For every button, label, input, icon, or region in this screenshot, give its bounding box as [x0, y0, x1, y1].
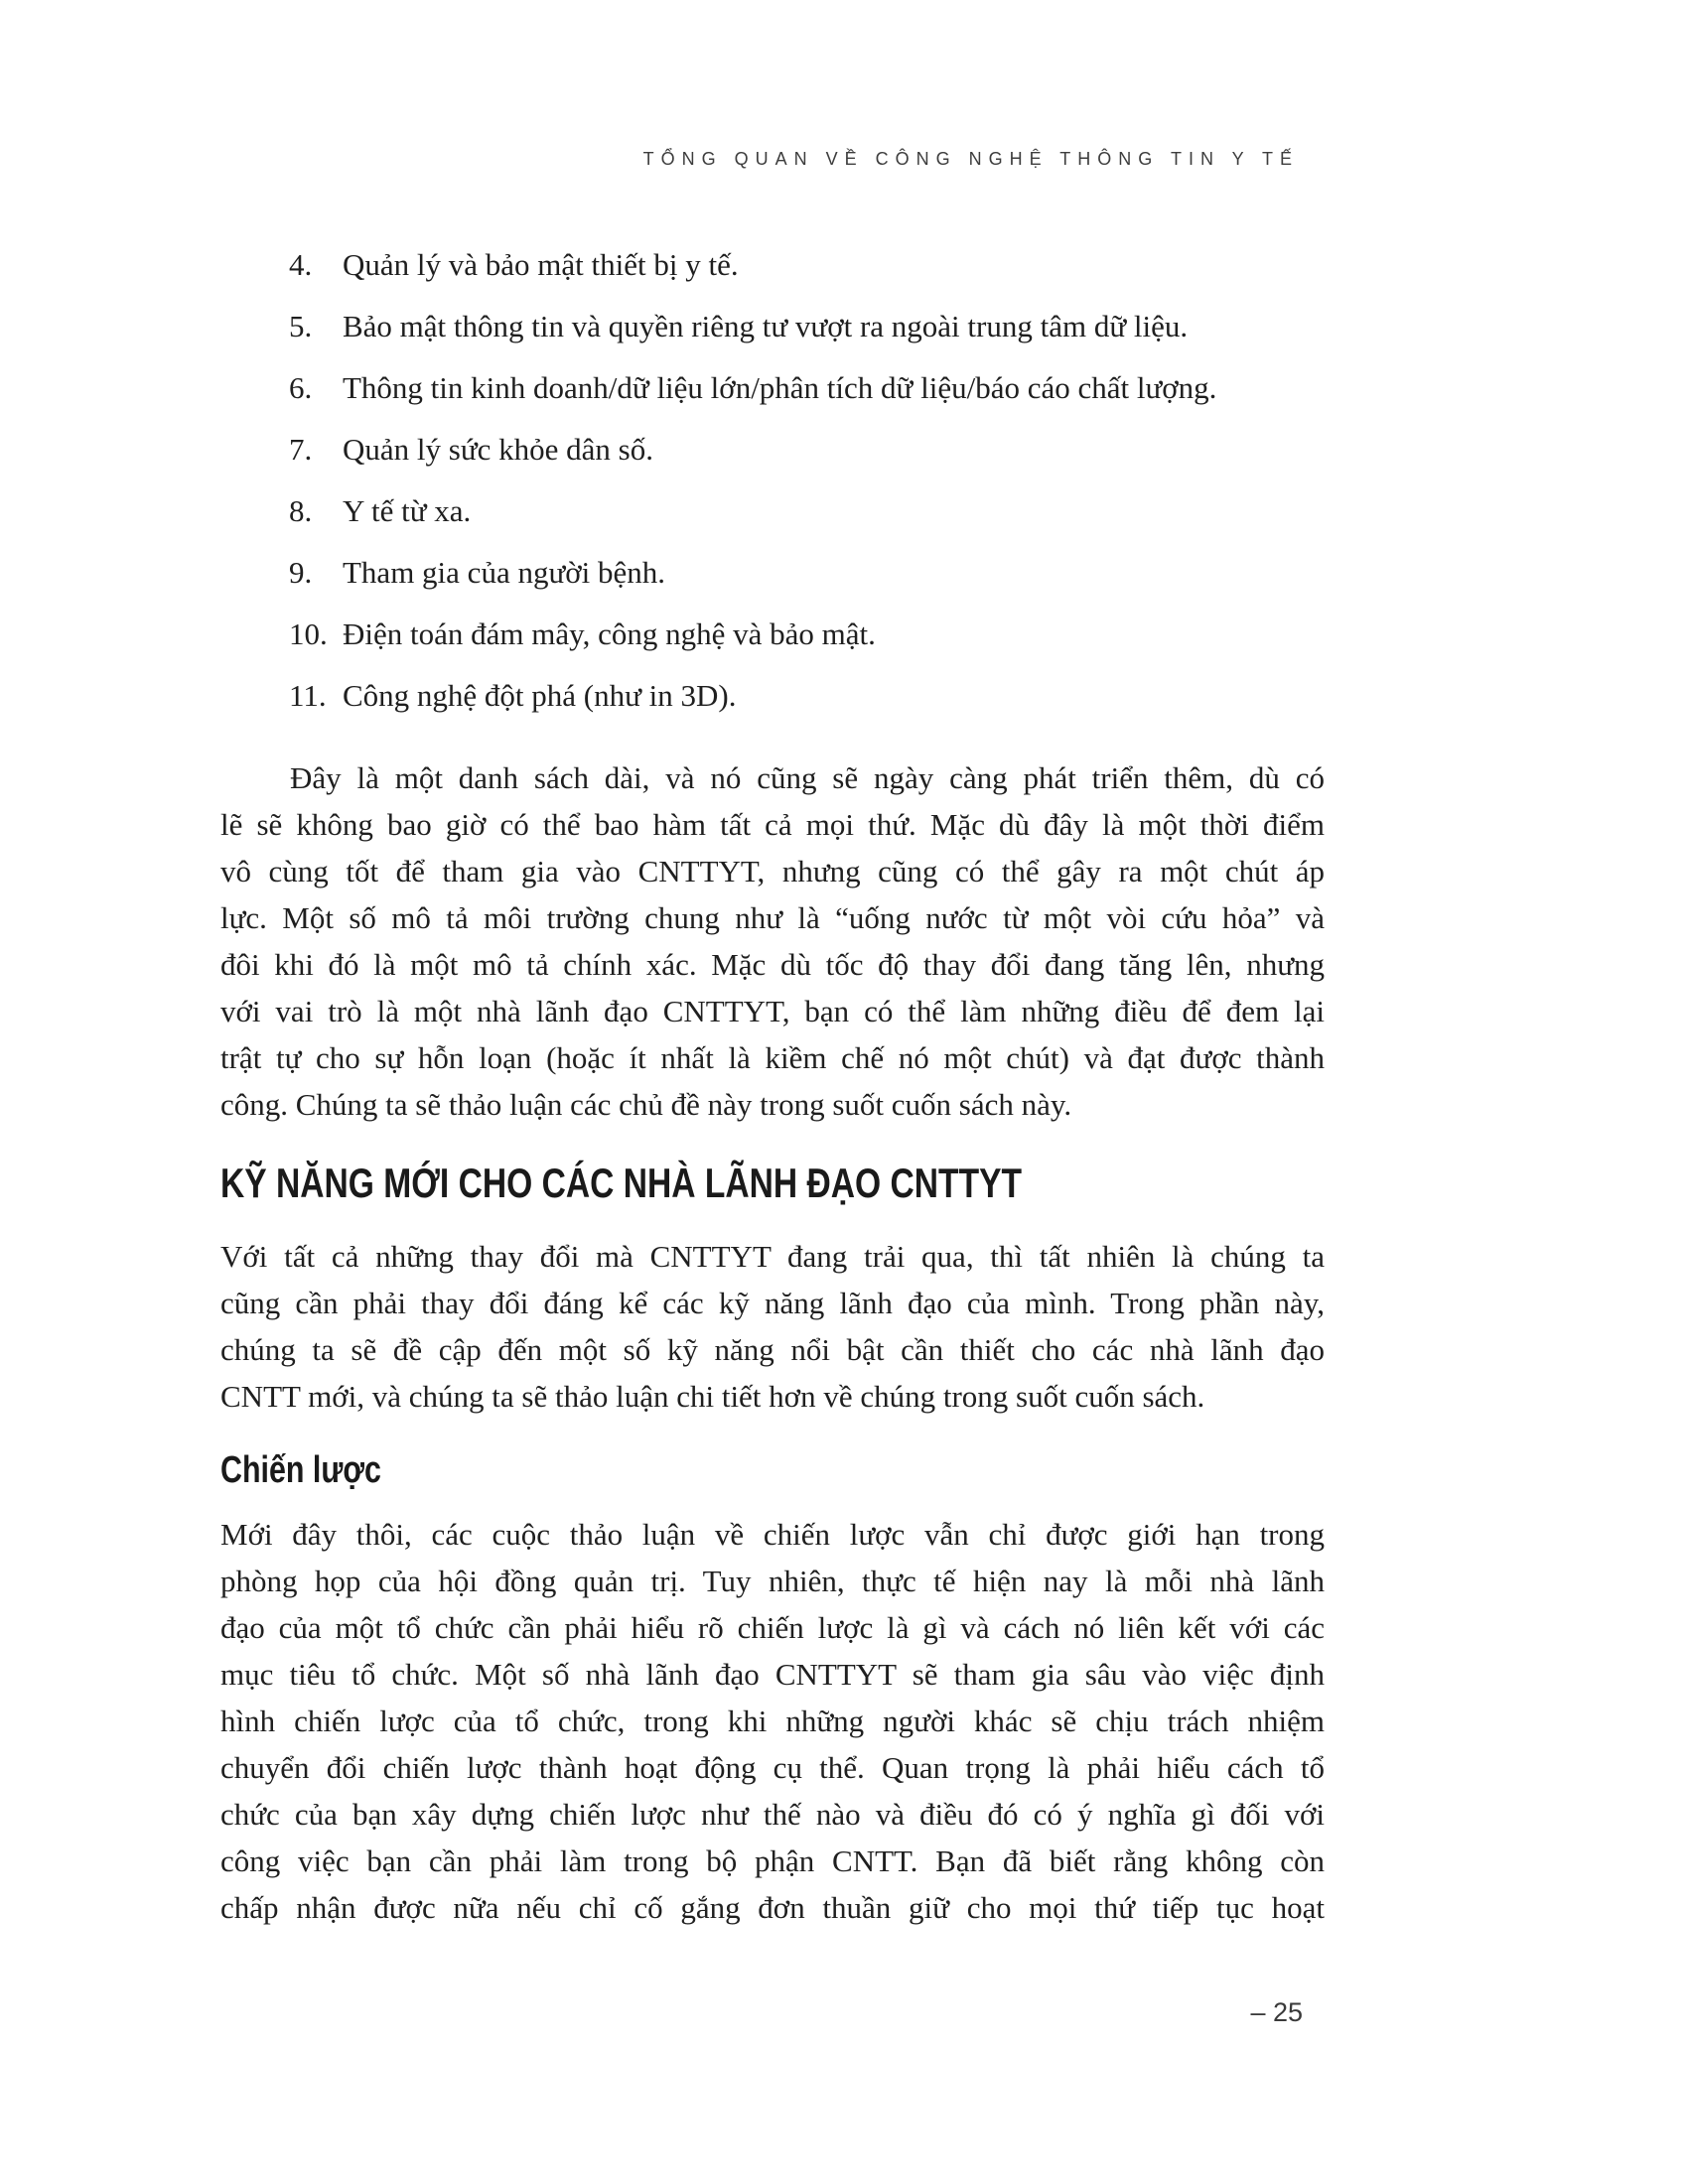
list-item-number: 8.	[289, 493, 313, 528]
list-item	[289, 244, 1327, 285]
paragraph-line: chuyển đổi chiến lược thành hoạt động cụ thể. Quan trọng là phải hiểu cách tổ	[220, 1750, 1325, 1785]
paragraph-line: chấp nhận được nữa nếu chỉ cố gắng đơn thuần giữ cho mọi thứ tiếp tục hoạt	[220, 1890, 1325, 1925]
list-item-number: 5.	[289, 309, 313, 343]
list-item-number: 7.	[289, 432, 313, 467]
list-item	[289, 675, 1327, 716]
list-item-text: Tham gia của người bệnh.	[343, 555, 666, 590]
paragraph-strategy	[220, 1511, 1325, 1931]
paragraph-section-intro	[220, 1233, 1325, 1420]
list-item	[289, 552, 1327, 593]
numbered-list	[289, 244, 1327, 737]
paragraph-line: Mới đây thôi, các cuộc thảo luận về chiến lược vẫn chỉ được giới hạn trong	[220, 1517, 1325, 1552]
list-item-number: 11.	[289, 678, 327, 713]
paragraph-line: mục tiêu tổ chức. Một số nhà lãnh đạo CNTTYT sẽ tham gia sâu vào việc định	[220, 1657, 1325, 1692]
paragraph-line: công. Chúng ta sẽ thảo luận các chủ đề này trong suốt cuốn sách này.	[220, 1087, 1072, 1122]
paragraph-line: đạo của một tổ chức cần phải hiểu rõ chiến lược là gì và cách nó liên kết với các	[220, 1610, 1325, 1645]
paragraph-line: đôi khi đó là một mô tả chính xác. Mặc dù tốc độ thay đổi đang tăng lên, nhưng	[220, 947, 1325, 982]
paragraph-line: vô cùng tốt để tham gia vào CNTTYT, nhưng cũng có thể gây ra một chút áp	[220, 854, 1325, 888]
list-item-text: Công nghệ đột phá (như in 3D).	[343, 678, 737, 713]
paragraph-line: Đây là một danh sách dài, và nó cũng sẽ ngày càng phát triển thêm, dù có	[290, 760, 1325, 795]
list-item	[289, 306, 1327, 346]
paragraph-line: Với tất cả những thay đổi mà CNTTYT đang trải qua, thì tất nhiên là chúng ta	[220, 1239, 1325, 1274]
list-item-text: Quản lý sức khỏe dân số.	[343, 432, 653, 467]
paragraph-line: lẽ sẽ không bao giờ có thể bao hàm tất cả mọi thứ. Mặc dù đây là một thời điểm	[220, 807, 1325, 842]
subsection-heading: Chiến lược	[220, 1449, 381, 1491]
list-item-number: 9.	[289, 555, 313, 590]
list-item-text: Y tế từ xa.	[343, 493, 472, 528]
list-item	[289, 614, 1327, 654]
list-item-number: 6.	[289, 370, 313, 405]
list-item	[289, 367, 1327, 408]
section-heading: KỸ NĂNG MỚI CHO CÁC NHÀ LÃNH ĐẠO CNTTYT	[220, 1160, 1023, 1206]
paragraph-line: hình chiến lược của tổ chức, trong khi những người khác sẽ chịu trách nhiệm	[220, 1704, 1325, 1738]
list-item-number: 4.	[289, 247, 313, 282]
paragraph-line: chúng ta sẽ đề cập đến một số kỹ năng nổi bật cần thiết cho các nhà lãnh đạo	[220, 1332, 1325, 1367]
list-item-number: 10.	[289, 616, 328, 651]
paragraph-line: chức của bạn xây dựng chiến lược như thế nào và điều đó có ý nghĩa gì đối với	[220, 1797, 1325, 1832]
list-item-text: Quản lý và bảo mật thiết bị y tế.	[343, 247, 739, 282]
page-number: – 25	[1250, 1997, 1303, 2027]
list-item-text: Thông tin kinh doanh/dữ liệu lớn/phân tích dữ liệu/báo cáo chất lượng.	[343, 370, 1217, 405]
paragraph-line: công việc bạn cần phải làm trong bộ phận CNTT. Bạn đã biết rằng không còn	[220, 1843, 1325, 1878]
paragraph-intro	[220, 754, 1325, 1128]
paragraph-line: CNTT mới, và chúng ta sẽ thảo luận chi tiết hơn về chúng trong suốt cuốn sách.	[220, 1379, 1205, 1414]
list-item-text: Bảo mật thông tin và quyền riêng tư vượt ra ngoài trung tâm dữ liệu.	[343, 309, 1189, 343]
paragraph-line: trật tự cho sự hỗn loạn (hoặc ít nhất là kiềm chế nó một chút) và đạt được thành	[220, 1040, 1325, 1075]
list-item	[289, 490, 1327, 531]
list-item-text: Điện toán đám mây, công nghệ và bảo mật.	[343, 616, 876, 651]
paragraph-line: cũng cần phải thay đổi đáng kể các kỹ năng lãnh đạo của mình. Trong phần này,	[220, 1286, 1325, 1320]
paragraph-line: với vai trò là một nhà lãnh đạo CNTTYT, bạn có thể làm những điều để đem lại	[220, 994, 1325, 1028]
paragraph-line: phòng họp của hội đồng quản trị. Tuy nhiên, thực tế hiện nay là mỗi nhà lãnh	[220, 1564, 1325, 1598]
paragraph-line: lực. Một số mô tả môi trường chung như là “uống nước từ một vòi cứu hỏa” và	[220, 900, 1325, 935]
running-head: TỔNG QUAN VỀ CÔNG NGHỆ THÔNG TIN Y TẾ	[642, 149, 1299, 169]
list-item	[289, 429, 1327, 470]
